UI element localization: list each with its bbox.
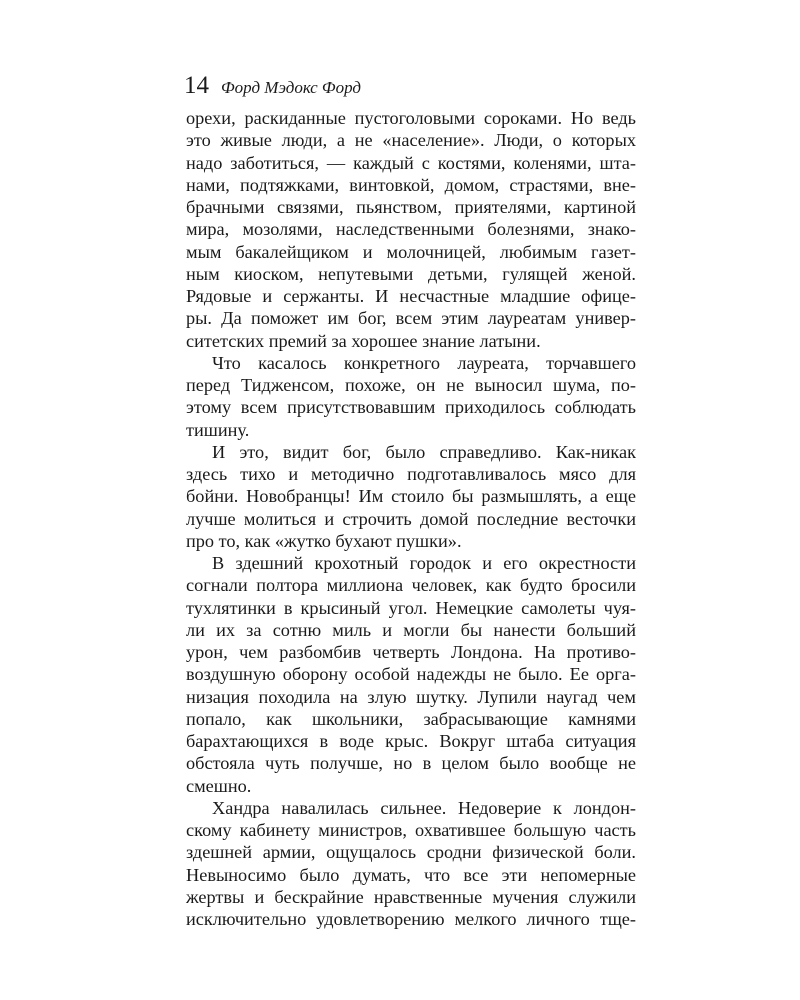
text-line: жертвы и бескрайние нравственные мучения служили <box>186 886 636 907</box>
text-line: нами, подтяжками, винтовкой, домом, страстями, вне- <box>186 174 636 195</box>
text-line: орехи, раскиданные пустоголовыми сороками. Но ведь <box>186 108 636 128</box>
text-line: брачными связями, пьянством, приятелями, картиной <box>186 197 636 217</box>
text-line: мира, мозолями, наследственными болезнями, знако- <box>186 219 636 240</box>
running-title: Форд Мэдокс Форд <box>221 78 361 97</box>
text-line: ры. Да поможет им бог, всем этим лауреатам универ- <box>186 308 636 329</box>
text-line: этому всем присутствовавшим приходилось соблюдать <box>186 397 636 418</box>
text-line: барахтающихся в воде крыс. Вокруг штаба ситуация <box>186 731 636 751</box>
text-line: смешно. <box>186 775 252 796</box>
text-line: урон, чем разбомбив четверть Лондона. На противо- <box>186 642 636 662</box>
paragraph <box>186 441 636 552</box>
text-line: Рядовые и сержанты. И несчастные младшие офице- <box>186 286 636 306</box>
text-line: бойни. Новобранцы! Им стоило бы размышлять, а еще <box>186 486 636 507</box>
paragraph <box>186 552 636 797</box>
text-line: попало, как школьники, забрасывающие камнями <box>186 708 636 729</box>
text-line: это живые люди, а не «население». Люди, о которых <box>186 130 636 151</box>
text-line: Хандра навалилась сильнее. Недоверие к лондон- <box>212 797 636 818</box>
text-line: мым бакалейщиком и молочницей, любимым газет- <box>186 241 636 262</box>
text-line: исключительно удовлетворению мелкого личного тще- <box>186 909 636 929</box>
paragraph <box>186 797 636 931</box>
text-line: тишину. <box>186 419 250 440</box>
paragraph <box>186 107 636 352</box>
text-line: ным киоском, непутевыми детьми, гулящей женой. <box>186 263 636 284</box>
paragraph <box>186 352 636 441</box>
text-line: Что касалось конкретного лауреата, торчавшего <box>212 352 636 373</box>
text-line: лучше молиться и строчить домой последние весточки <box>186 508 636 529</box>
text-line: ли их за сотню миль и могли бы нанести больший <box>186 619 636 640</box>
body-text <box>186 107 636 930</box>
text-line: Невыносимо было думать, что все эти непомерные <box>186 864 636 885</box>
text-line: про то, как «жутко бухают пушки». <box>186 530 462 551</box>
text-line: согнали полтора миллиона человек, как будто бросили <box>186 575 636 596</box>
text-line: низация походила на злую шутку. Лупили наугад чем <box>186 686 636 707</box>
text-line: воздушную оборону особой надежды не было. Ее орга- <box>186 664 636 685</box>
text-line: В здешний крохотный городок и его окрестности <box>212 553 636 573</box>
text-line: скому кабинету министров, охватившее большую часть <box>186 820 636 840</box>
text-line: перед Тидженсом, похоже, он не выносил шума, по- <box>186 375 636 395</box>
text-line: обстояла чуть получше, но в целом было вообще не <box>186 753 636 774</box>
text-line: И это, видит бог, было справедливо. Как-никак <box>212 441 636 462</box>
text-line: здесь тихо и методично подготавливалось мясо для <box>186 464 636 484</box>
text-line: тухлятинки в крысиный угол. Немецкие самолеты чуя- <box>186 597 636 618</box>
text-line: здешней армии, ощущалось сродни физической боли. <box>186 842 636 863</box>
text-line: ситетских премий за хорошее знание латыни. <box>186 330 541 351</box>
running-header <box>184 73 361 98</box>
page-number: 14 <box>184 72 209 99</box>
text-line: надо заботиться, — каждый с костями, коленями, шта- <box>186 152 636 173</box>
